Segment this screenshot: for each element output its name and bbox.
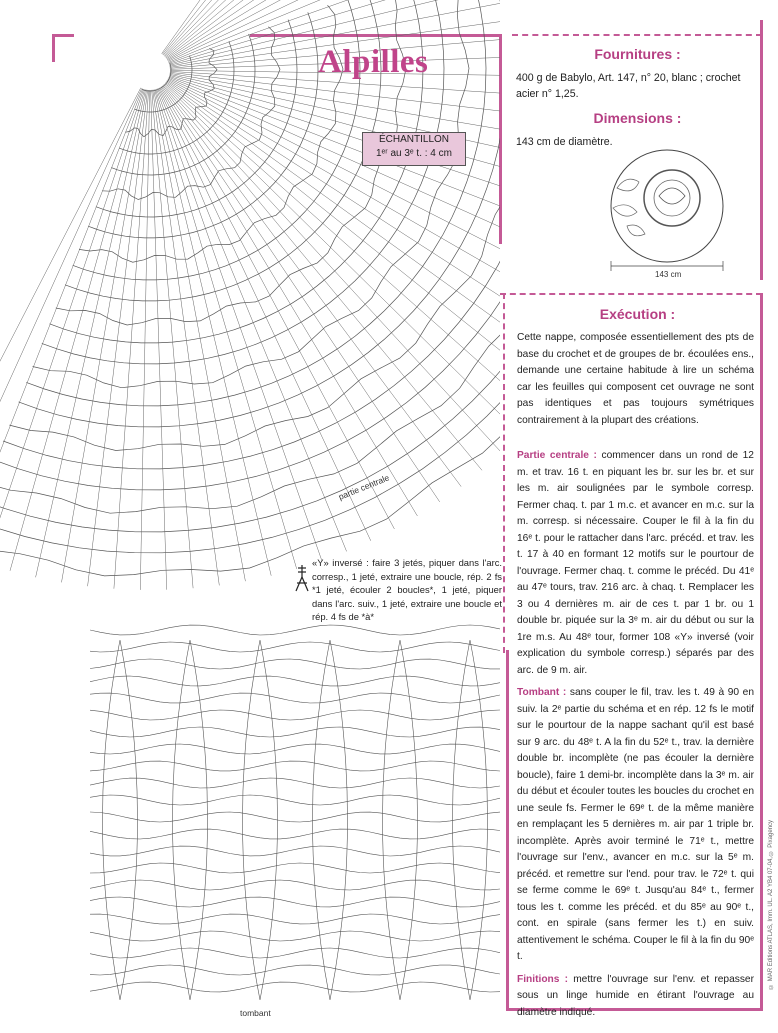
central-part-label: partie centrale xyxy=(337,472,391,502)
tombant-label: Tombant : xyxy=(517,687,567,698)
finish-text: mettre l'ouvrage sur l'env. et repasser sous un linge humide en étirant l'ouvrage au diamètre indiqué. xyxy=(517,973,754,1018)
tombant-row xyxy=(90,863,500,873)
sample-title: ÉCHANTILLON xyxy=(378,134,449,145)
diagram-ring xyxy=(96,20,297,217)
y-symbol-explanation: «Y» inversé : faire 3 jetés, piquer dans l'arc. corresp., 1 jeté, extraire une boucle, rép. 2 fs *1 jeté, écouler 2 boucles*, 1 jeté, piquer dans l'arc. suiv., 1 jeté, extraire une boucle et rép. 4 fs de *à* xyxy=(312,557,502,622)
tombant-row xyxy=(90,829,500,839)
diagram-ray xyxy=(168,79,500,306)
tombant-label: tombant xyxy=(240,1008,271,1018)
diagram-ring xyxy=(142,63,171,91)
diagram-ray xyxy=(62,90,147,583)
diagram-ring xyxy=(88,12,318,238)
supplies-heading: Fournitures : xyxy=(594,46,681,62)
y-symbol-icon xyxy=(293,563,311,593)
tombant-row xyxy=(90,625,500,635)
tombant-row xyxy=(90,846,500,856)
frame-dashed-top xyxy=(512,34,762,36)
diagram-ray xyxy=(159,88,371,541)
diagram-ray xyxy=(0,88,142,544)
diagram-ring xyxy=(119,41,234,154)
tombant-row xyxy=(90,659,500,669)
tombant-row xyxy=(90,761,500,771)
tombant-diagram xyxy=(90,620,500,1025)
central-part-diagram xyxy=(0,0,500,600)
diagram-ray xyxy=(153,90,220,586)
tombant-leaf xyxy=(383,640,418,1000)
tombant-row xyxy=(90,914,500,924)
diagram-ray xyxy=(166,83,500,396)
execution-intro: Cette nappe, composée essentiellement des pts de base du crochet et de groupes de br. écoulées ens., demande une certaine habitude à lire un schéma car les feuilles qui composent cet ouvrage ne sont pas identiques et pas toujours symétriques contrairement à la plupart des créations. xyxy=(517,332,754,426)
tombant-row xyxy=(90,897,500,907)
sample-box xyxy=(362,132,466,166)
diagram-ray xyxy=(168,78,500,283)
diagram-ray xyxy=(156,89,297,569)
diagram-ray xyxy=(10,89,145,571)
diagram-ring xyxy=(111,34,255,175)
frame-dashed-exec-top xyxy=(500,293,762,295)
diagram-ring xyxy=(0,0,500,576)
diagram-ray xyxy=(114,90,149,589)
pattern-title: Alpilles xyxy=(318,44,429,80)
frame-right-top xyxy=(760,20,763,280)
diagram-ray xyxy=(167,80,500,330)
copyright-credit: © MAR Éditions ATLAS, Imm. UL. A2 YB4 07-04, © Pixagency xyxy=(768,820,774,989)
tombant-row xyxy=(90,795,500,805)
tombant-text: sans couper le fil, trav. les t. 49 à 90 en suiv. la 2ᵉ partie du schéma et en rép. 12 fs le motif sur le pourtour de la nappe sachant qu'il est basé sur 9 arc. du 48ᵉ t. A la fin du 52ᵉ t., trav. la dernière double br. incomplète (ne pas écouler la dernière boucle), faire 1 demi-br. incomplète dans la 3ᵉ m. air du début et écouler toutes les boucles du crochet en une seule fs. Fermer le 69ᵉ t. de la même manière en remplaçant les 5 dernières m. air par 1 triple br. incomplète. Après avoir terminé le 71ᵉ t., mettre l'ouvrage sur l'env., avancer en m.c. sur la 5ᵉ m. précéd. et remettre sur l'end. pour trav. le 72ᵉ t. qui se ferme comme le 69ᵉ t. Jusqu'au 84ᵉ t., fermer tous les t. comme les précéd. et du 85ᵉ au 90ᵉ t., cont. en spirale (sans fermer les t.) en suiv. attentivement le schéma. Couper le fil à la fin du 90ᵉ t. xyxy=(517,687,754,962)
diagram-ring xyxy=(125,48,217,136)
tombant-row xyxy=(90,880,500,890)
diagram-ring xyxy=(135,56,193,112)
frame-exec-left xyxy=(506,650,509,1010)
frame-dashed-exec-left xyxy=(503,293,505,653)
tombant-row xyxy=(90,778,500,788)
diagram-ray xyxy=(157,89,322,561)
tombant-row xyxy=(90,693,500,703)
supplies-text: 400 g de Babylo, Art. 147, n° 20, blanc ; crochet acier n° 1,25. xyxy=(516,72,741,100)
diagram-ray xyxy=(166,82,500,374)
tombant-row xyxy=(90,642,500,652)
execution-body xyxy=(517,448,754,1021)
diagram-ring xyxy=(73,0,360,280)
dimensions-heading: Dimensions : xyxy=(593,110,682,126)
tombant-row xyxy=(90,982,500,992)
tombant-row xyxy=(90,965,500,975)
diagram-ring xyxy=(0,0,500,553)
diagram-ray xyxy=(0,88,141,533)
centre-label: Partie centrale : xyxy=(517,450,597,461)
dimensions-diagram-label: 143 cm xyxy=(655,270,682,279)
tombant-row xyxy=(90,812,500,822)
diagram-ray xyxy=(36,90,146,578)
tombant-row xyxy=(90,948,500,958)
centre-text: commencer dans un rond de 12 m. et trav. 16 t. en piquant les br. sur les br. et sur les m. air soulignées par le symbole corresp. Fermer chaq. t. par 1 m.c. et avancer en m.c. sur la m. corresp. si nécessaire. Couper le fil à la fin du 16ᵉ t. pour le rattacher dans l'arc. précéd. et trav. les t. 17 à 40 en formant 12 motifs sur le pourtour de l'ouvrage. Fermer chaq. t. comme le précéd. Du 41ᵉ au 47ᵉ tours, trav. 216 arc. à chaq. t. Remplacer les 3 ou 4 dernières m. air de ces t. par 1 br. ou 1 double br. piquée sur la 3ᵉ m. air du début ou sur la 1re m.s. Au 48ᵉ tour, former 108 «Y» inversé (voir explication du symbole corresp.) séparés par des arc. de 9 m. air. xyxy=(517,450,754,676)
tombant-row xyxy=(90,710,500,720)
dimensions-diagram xyxy=(597,148,737,280)
tombant-leaf xyxy=(453,640,488,1000)
diagram-ray xyxy=(152,90,193,588)
diagram-ray xyxy=(140,90,149,590)
diagram-ring xyxy=(79,5,343,262)
diagram-ray xyxy=(88,90,148,586)
tombant-row xyxy=(90,744,500,754)
tombant-row xyxy=(90,727,500,737)
frame-exec-right xyxy=(760,293,763,1011)
tombant-row xyxy=(90,676,500,686)
diagram-ray xyxy=(0,89,144,563)
dimensions-text: 143 cm de diamètre. xyxy=(516,136,613,148)
execution-heading: Exécution : xyxy=(599,306,676,322)
diagram-ray xyxy=(158,89,347,552)
sample-gauge: 1ᵉʳ au 3ᵉ t. : 4 cm xyxy=(376,148,452,159)
finish-label: Finitions : xyxy=(517,973,569,985)
diagram-ray xyxy=(151,90,167,590)
tombant-row xyxy=(90,931,500,941)
